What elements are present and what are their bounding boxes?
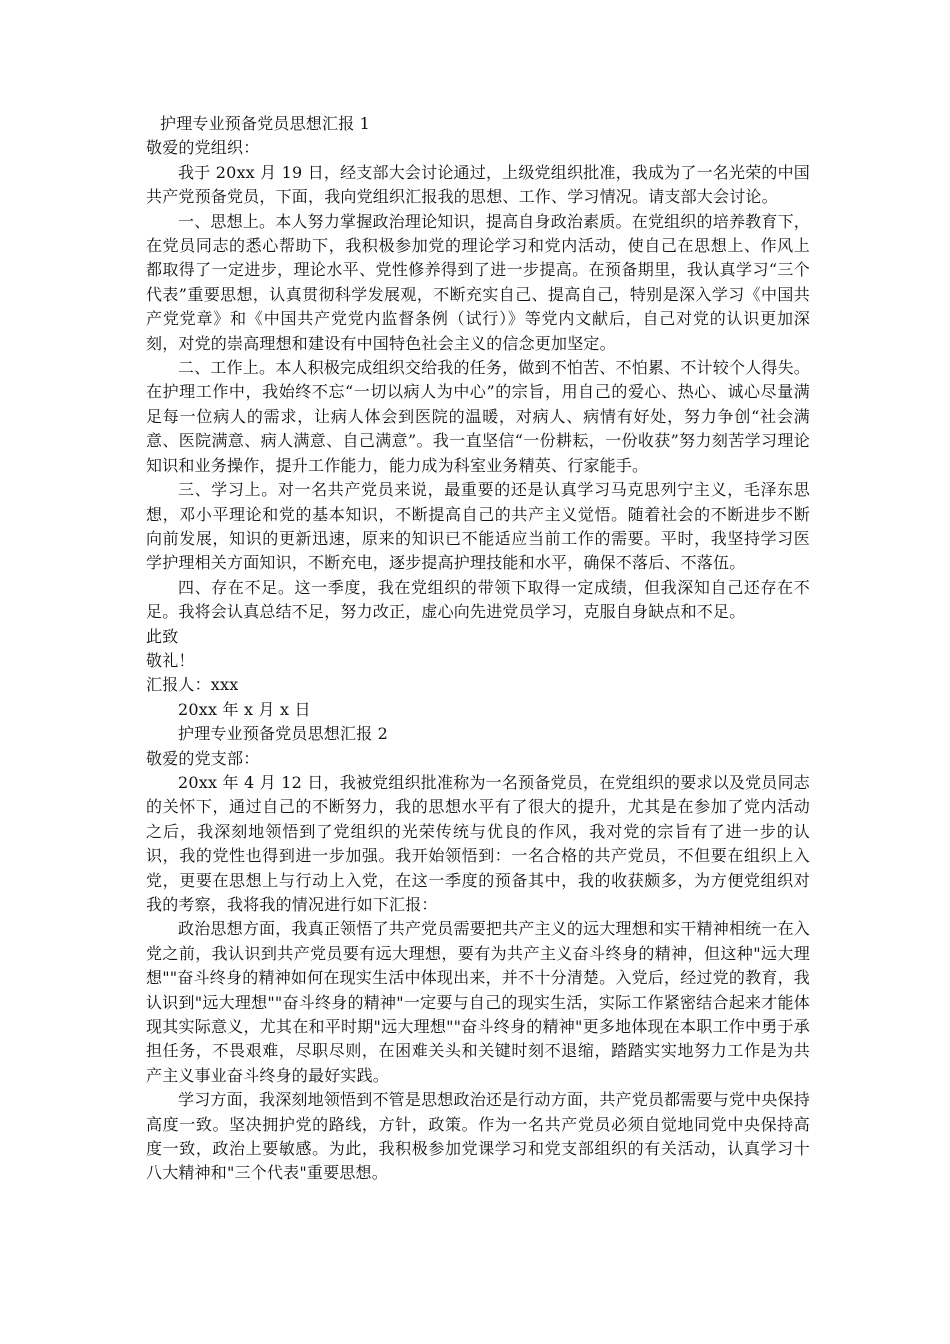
report-1-reporter: 汇报人：xxx	[146, 675, 239, 695]
report-1-date: 20xx 年 x 月 x 日	[178, 699, 311, 719]
report-1-paragraph-study: 三、学习上。对一名共产党员来说，最重要的还是认真学习马克思列宁主义，毛泽东思想，邓小平理论和党的基本知识，不断提高自己的共产主义觉悟。随着社会的不断进步不断向前发展，知识的更新迅速，原来的知识已不能适应当前工作的需要。平时，我坚持学习医学护理相关方面知识，不断充电，逐步提高护理技能和水平，确保不落后、不落伍。	[146, 480, 810, 573]
report-2-salutation: 敬爱的党支部：	[146, 748, 260, 768]
report-2-paragraph-politics: 政治思想方面，我真正领悟了共产党员需要把共产主义的远大理想和实干精神相统一在入党之前，我认识到共产党员要有远大理想，要有为共产主义奋斗终身的精神，但这种"远大理想""奋斗终身的精神如何在现实生活中体现出来，并不十分清楚。入党后，经过党的教育，我认识到"远大理想""奋斗终身的精神"一定要与自己的现实生活，实际工作紧密结合起来才能体现其实际意义，尤其在和平时期"远大理想""奋斗终身的精神"更多地体现在本职工作中勇于承担任务，不畏艰难，尽职尽则，在困难关头和关键时刻不退缩，踏踏实实地努力工作是为共产主义事业奋斗终身的最好实践。	[146, 919, 810, 1085]
report-2-paragraph-study: 学习方面，我深刻地领悟到不管是思想政治还是行动方面，共产党员都需要与党中央保持高度一致。坚决拥护党的路线，方针，政策。作为一名共产党员必须自觉地同党中央保持高度一致，政治上要敏感。为此，我积极参加党课学习和党支部组织的有关活动，认真学习十八大精神和"三个代表"重要思想。	[146, 1090, 810, 1183]
document-page	[146, 112, 810, 1186]
report-1-paragraph-thought: 一、思想上。本人努力掌握政治理论知识，提高自身政治素质。在党组织的培养教育下，在党员同志的悉心帮助下，我积极参加党的理论学习和党内活动，使自己在思想上、作风上都取得了一定进步，理论水平、党性修养得到了进一步提高。在预备期里，我认真学习“三个代表”重要思想，认真贯彻科学发展观，不断充实自己、提高自己，特别是深入学习《中国共产党党章》和《中国共产党党内监督条例（试行）》等党内文献后，自己对党的认识更加深刻，对党的崇高理想和建设有中国特色社会主义的信念更加坚定。	[146, 211, 810, 353]
report-2-title: 护理专业预备党员思想汇报 2	[178, 724, 389, 744]
report-2-paragraph-intro: 20xx 年 4 月 12 日，我被党组织批准称为一名预备党员，在党组织的要求以及党员同志的关怀下，通过自己的不断努力，我的思想水平有了很大的提升，尤其是在参加了党内活动之后，我深刻地领悟到了党组织的光荣传统与优良的作风，我对党的宗旨有了进一步的认识，我的党性也得到进一步加强。我开始领悟到：一名合格的共产党员，不但要在组织上入党，更要在思想上与行动上入党，在这一季度的预备其中，我的收获颇多，为方便党组织对我的考察，我将我的情况进行如下汇报：	[146, 772, 810, 914]
report-1-closing: 此致	[146, 626, 179, 646]
report-1-title: 护理专业预备党员思想汇报 1	[160, 114, 371, 133]
report-1-salutation: 敬爱的党组织：	[146, 138, 260, 158]
report-1-paragraph-intro: 我于 20xx 月 19 日，经支部大会讨论通过，上级党组织批准，我成为了一名光荣的中国共产党预备党员，下面，我向党组织汇报我的思想、工作、学习情况。请支部大会讨论。	[146, 162, 810, 207]
report-1-paragraph-work: 二、工作上。本人积极完成组织交给我的任务，做到不怕苦、不怕累、不计较个人得失。在护理工作中，我始终不忘“一切以病人为中心”的宗旨，用自己的爱心、热心、诚心尽量满足每一位病人的需求，让病人体会到医院的温暖，对病人、病情有好处，努力争创“社会满意、医院满意、病人满意、自己满意”。我一直坚信“一份耕耘，一份收获”努力刻苦学习理论知识和业务操作，提升工作能力，能力成为科室业务精英、行家能手。	[146, 358, 810, 475]
report-1-regards: 敬礼！	[146, 650, 195, 670]
report-1-paragraph-shortcomings: 四、存在不足。这一季度，我在党组织的带领下取得一定成绩，但我深知自己还存在不足。我将会认真总结不足，努力改正，虚心向先进党员学习，克服自身缺点和不足。	[146, 577, 810, 622]
